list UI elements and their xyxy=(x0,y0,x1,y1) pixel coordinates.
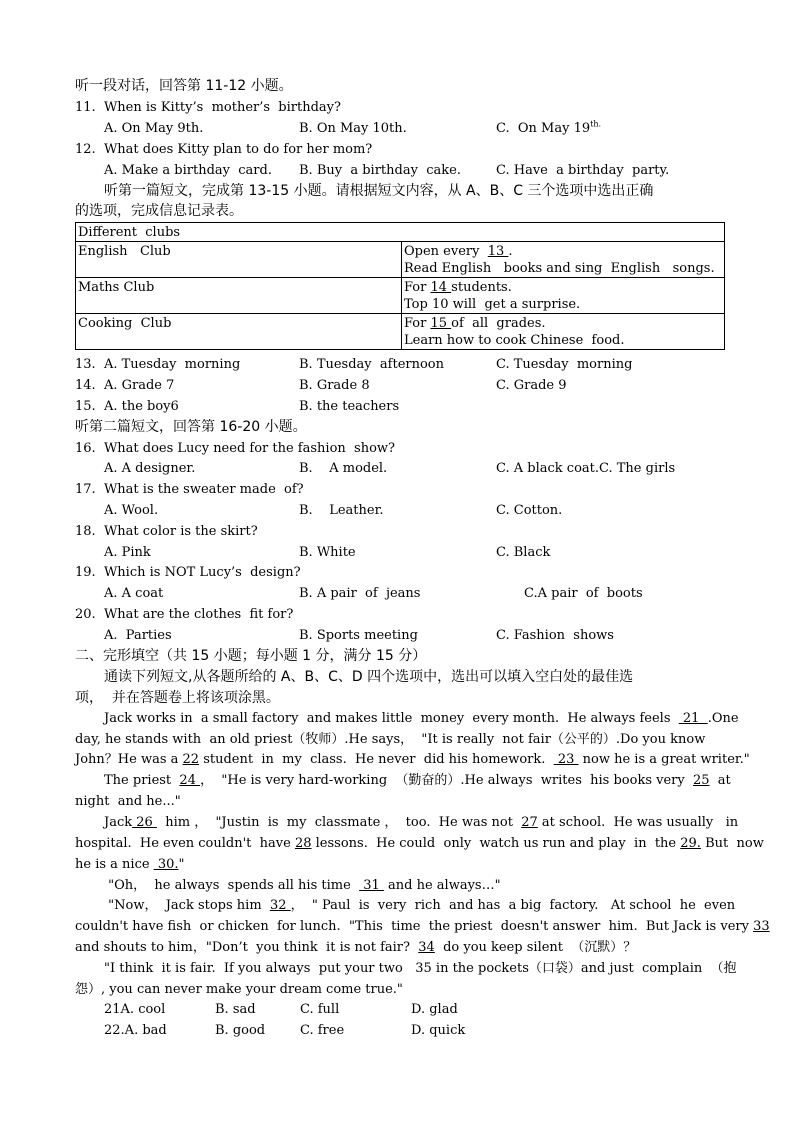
passage-line: and shouts to him，"Don’t you think it is not fair? 34 do you keep silent （沉默）？ xyxy=(75,940,637,955)
question-21-option-a: 21A. cool xyxy=(104,1002,166,1017)
club-name: Maths Club xyxy=(76,278,402,314)
blank-28: 28 xyxy=(294,836,312,851)
question-20-option-c: C. Fashion shows xyxy=(496,628,614,643)
blank-30: 30. xyxy=(153,857,179,872)
table-row xyxy=(76,278,725,314)
cloze-section-title: 二、完形填空（共 15 小题；每小题 1 分，满分 15 分） xyxy=(75,648,427,664)
question-22-option-d: D. quick xyxy=(411,1023,466,1038)
question-15-option-a: 15. A. the boy6 xyxy=(75,399,179,414)
blank-23: 23 xyxy=(553,752,579,767)
question-16-option-b: B. A model. xyxy=(299,461,388,476)
blank-15: 15 xyxy=(430,316,452,331)
question-16-option-a: A. A designer. xyxy=(104,461,196,476)
passage-line: hospital. He even couldn't have 28 lessons. He could only watch us run and play in the 29. But now xyxy=(75,836,764,851)
question-19-option-c: C.A pair of boots xyxy=(524,586,643,601)
listening-intro-16-20: 听第二篇短文，回答第 16-20 小题。 xyxy=(75,419,307,435)
question-20-option-a: A. Parties xyxy=(104,628,172,643)
blank-14: 14 xyxy=(430,280,452,295)
passage-line: day, he stands with an old priest（牧师）.He says， "It is really not fair（公平的）.Do you know xyxy=(75,732,706,747)
blank-33: 33 xyxy=(753,919,770,934)
question-11-option-c: C. On May $19^{th.}$ xyxy=(496,119,602,136)
listening-intro-13-15-line1: 听第一篇短文，完成第 13-15 小题。请根据短文内容，从 A、B、C 三个选项中选出正确 xyxy=(104,183,654,199)
cloze-instruction-line1: 通读下列短文,从各题所给的 A、B、C、D 四个选项中，选出可以填入空白处的最佳选 xyxy=(104,669,634,685)
passage-line: night and he..." xyxy=(75,794,181,809)
blank-32: 32 xyxy=(269,898,291,913)
passage-line: he is a nice 30." xyxy=(75,857,185,872)
question-21-option-c: C. full xyxy=(300,1002,340,1017)
club-name: English Club xyxy=(76,242,402,278)
table-row xyxy=(76,314,725,350)
question-18-option-c: C. Black xyxy=(496,545,551,560)
passage-line: Jack 26 him ， "Justin is my classmate ， too. He was not 27 at school. He was usually in xyxy=(104,815,739,830)
blank-24: 24 xyxy=(179,773,201,788)
table-row xyxy=(76,242,725,278)
question-20-option-b: B. Sports meeting xyxy=(299,628,418,643)
question-14-option-b: B. Grade 8 xyxy=(299,378,370,393)
question-13-option-b: B. Tuesday afternoon xyxy=(299,357,444,372)
blank-25: 25 xyxy=(693,773,710,788)
question-13-option-a: 13. A. Tuesday morning xyxy=(75,357,241,372)
question-17-option-a: A. Wool. xyxy=(104,503,159,518)
table-header: Different clubs xyxy=(76,223,725,242)
question-12-option-a: A. Make a birthday card. xyxy=(104,163,272,178)
listening-intro-11-12: 听一段对话，回答第 11-12 小题。 xyxy=(75,78,293,94)
question-20-stem: 20. What are the clothes fit for? xyxy=(75,607,294,622)
question-14-option-c: C. Grade 9 xyxy=(496,378,567,393)
question-15-option-b: B. the teachers xyxy=(299,399,400,414)
passage-line: John？He was a 22 student in my class. He never did his homework. 23 now he is a great writer." xyxy=(75,752,750,767)
question-12-stem: 12. What does Kitty plan to do for her mom? xyxy=(75,142,373,157)
blank-26: 26 xyxy=(132,815,157,830)
question-12-option-c: C. Have a birthday party. xyxy=(496,163,670,178)
question-12-option-b: B. Buy a birthday cake. xyxy=(299,163,461,178)
question-18-option-a: A. Pink xyxy=(104,545,151,560)
club-name: Cooking Club xyxy=(76,314,402,350)
question-17-stem: 17. What is the sweater made of? xyxy=(75,482,304,497)
question-14-option-a: 14. A. Grade 7 xyxy=(75,378,175,393)
blank-27: 27 xyxy=(521,815,538,830)
passage-line: "Now， Jack stops him 32 ， " Paul is very rich and has a big factory. At school he even xyxy=(104,898,736,913)
passage-line: 怨）, you can never make your dream come true." xyxy=(75,982,403,997)
question-18-stem: 18. What color is the skirt? xyxy=(75,524,258,539)
passage-line: couldn't have fish or chicken for lunch. "This time the priest doesn't answer him. But Jack is very 33 xyxy=(75,919,770,934)
question-22-option-c: C. free xyxy=(300,1023,345,1038)
passage-line: "Oh， he always spends all his time 31 and he always…" xyxy=(104,878,501,893)
question-11-stem: 11. When is Kitty’s mother’s birthday? xyxy=(75,100,341,115)
question-11-option-b: B. On May 10th. xyxy=(299,121,407,136)
question-17-option-b: B. Leather. xyxy=(299,503,384,518)
question-18-option-b: B. White xyxy=(299,545,356,560)
blank-22: 22 xyxy=(182,752,200,767)
clubs-info-table xyxy=(75,222,725,350)
club-info: For 14 students. Top 10 will get a surprise. xyxy=(402,278,725,314)
listening-intro-13-15-line2: 的选项，完成信息记录表。 xyxy=(75,203,243,219)
question-11-option-a: A. On May 9th. xyxy=(104,121,204,136)
club-info: Open every 13 . Read English books and sing English songs. xyxy=(402,242,725,278)
passage-line: The priest 24 ， "He is very hard-working （勤奋的）.He always writes his books very 25 at xyxy=(104,773,731,788)
passage-line: Jack works in a small factory and makes little money every month. He always feels 21 .One xyxy=(104,711,739,726)
question-16-stem: 16. What does Lucy need for the fashion show? xyxy=(75,441,396,456)
question-13-option-c: C. Tuesday morning xyxy=(496,357,633,372)
blank-21: 21 xyxy=(678,711,708,726)
club-info: For 15 of all grades. Learn how to cook Chinese food. xyxy=(402,314,725,350)
question-21-option-b: B. sad xyxy=(215,1002,256,1017)
question-19-option-b: B. A pair of jeans xyxy=(299,586,421,601)
question-19-stem: 19. Which is NOT Lucy’s design? xyxy=(75,565,301,580)
question-19-option-a: A. A coat xyxy=(104,586,164,601)
question-16-option-c: C. A black coat.C. The girls xyxy=(496,461,676,476)
question-17-option-c: C. Cotton. xyxy=(496,503,563,518)
blank-29: 29. xyxy=(680,836,701,851)
blank-31: 31 xyxy=(359,878,384,893)
question-22-option-a: 22.A. bad xyxy=(104,1023,167,1038)
passage-line: "I think it is fair. If you always put your two 35 in the pockets（口袋）and just complain （抱 xyxy=(104,961,737,976)
blank-34: 34 xyxy=(418,940,435,955)
question-21-option-d: D. glad xyxy=(411,1002,458,1017)
blank-13: 13 xyxy=(487,244,509,259)
cloze-instruction-line2: 项， 并在答题卷上将该项涂黑。 xyxy=(75,690,280,706)
question-22-option-b: B. good xyxy=(215,1023,266,1038)
